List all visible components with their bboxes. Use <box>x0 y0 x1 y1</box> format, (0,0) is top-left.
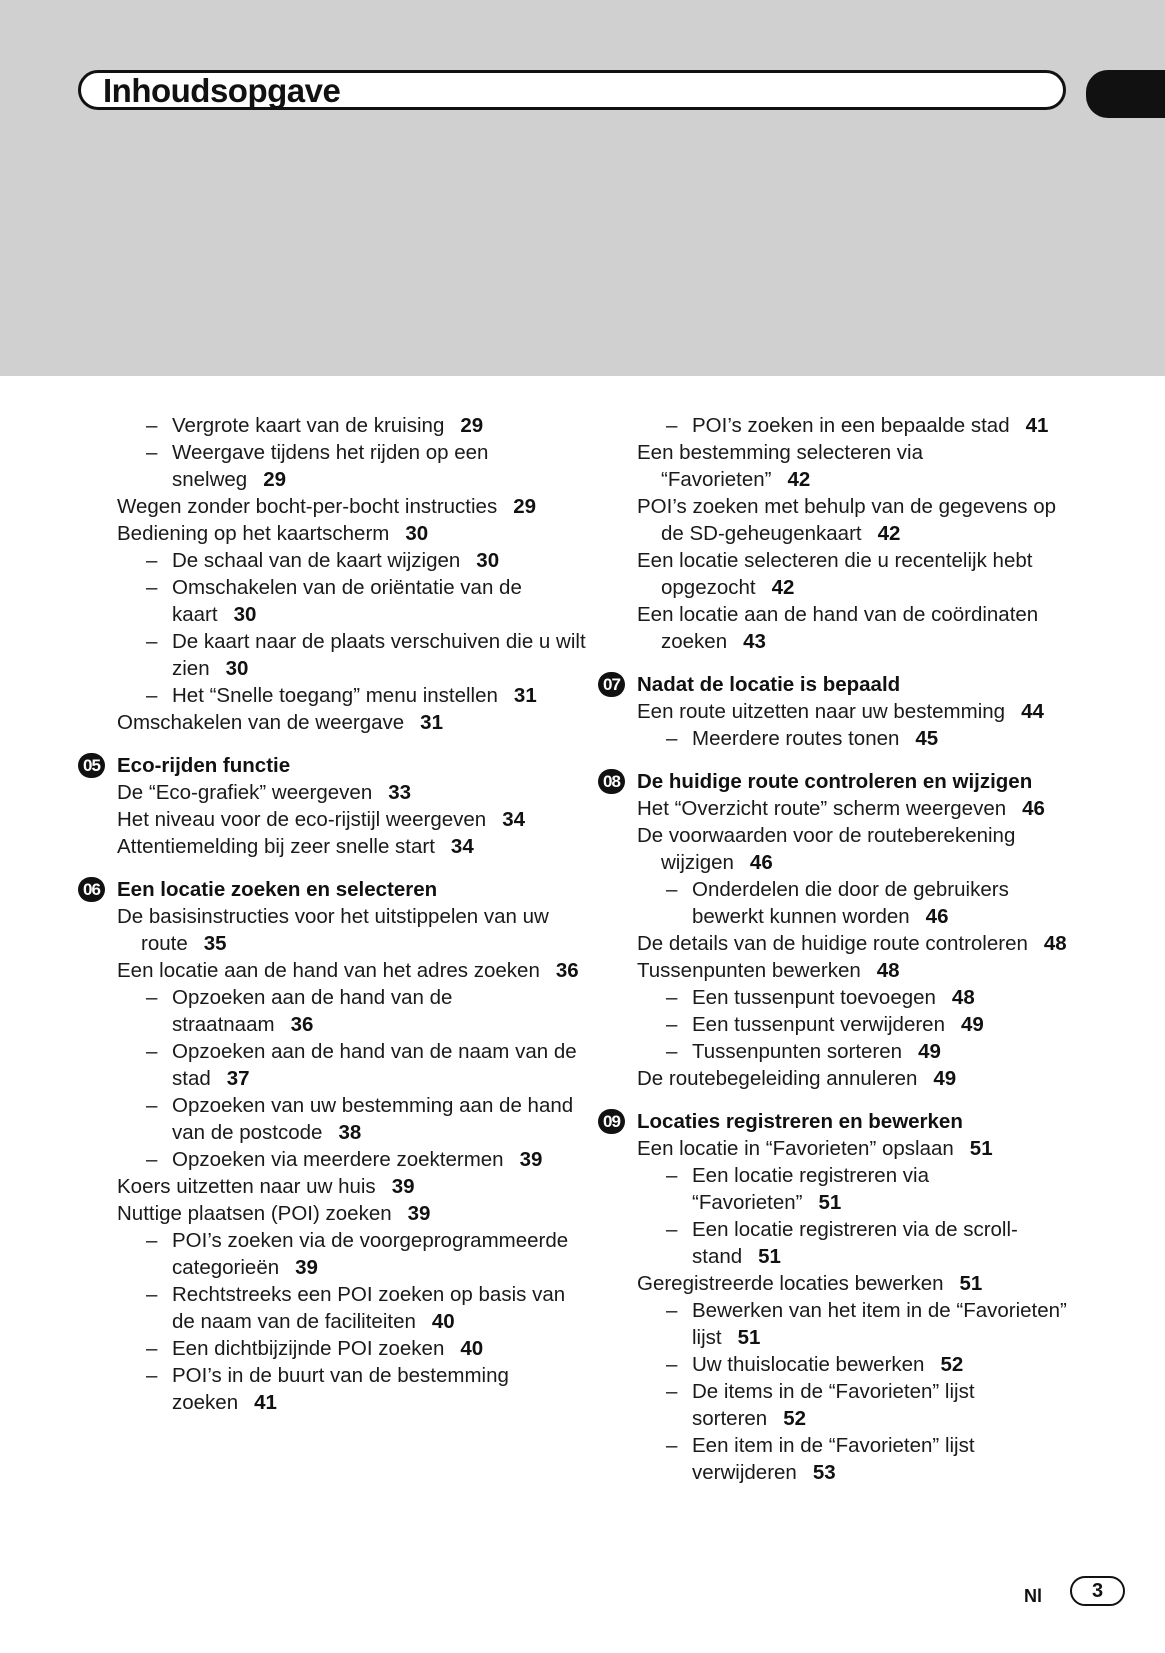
toc-entry[interactable] <box>117 1335 587 1362</box>
section-number-badge: 08 <box>598 769 625 794</box>
entry-text: Onderdelen die door de gebruikers bewerkt kunnen worden <box>692 878 1009 928</box>
dash-bullet: – <box>146 1283 158 1306</box>
toc-entry[interactable] <box>117 628 587 682</box>
entry-text: Koers uitzetten naar uw huis <box>117 1175 376 1198</box>
toc-entry[interactable] <box>637 493 1077 547</box>
dash-bullet: – <box>666 1353 678 1376</box>
entry-text: Rechtstreeks een POI zoeken op basis van de naam van de faciliteiten <box>172 1283 566 1333</box>
entry-text: Meerdere routes tonen <box>692 727 900 750</box>
toc-entry[interactable] <box>637 601 1077 655</box>
toc-entry[interactable] <box>117 1227 587 1281</box>
chapter-tab <box>1086 70 1165 118</box>
entry-page-number: 49 <box>961 1013 984 1036</box>
toc-left-column <box>83 412 587 1416</box>
entry-page-number: 53 <box>812 1461 836 1484</box>
entry-text: Nuttige plaatsen (POI) zoeken <box>117 1202 392 1225</box>
entry-page-number: 36 <box>555 959 579 982</box>
entry-text: Een locatie in “Favorieten” opslaan <box>637 1137 954 1160</box>
entry-text: Het niveau voor de eco-rijstijl weergeven <box>117 808 487 831</box>
entry-text: Uw thuislocatie bewerken <box>692 1353 925 1376</box>
entry-text: Een tussenpunt toevoegen <box>692 986 936 1009</box>
toc-entry[interactable] <box>637 439 1077 493</box>
dash-bullet: – <box>666 1040 678 1063</box>
dash-bullet: – <box>666 1380 678 1403</box>
entry-page-number: 36 <box>290 1013 314 1036</box>
dash-bullet: – <box>666 1218 678 1241</box>
dash-bullet: – <box>146 630 158 653</box>
entry-text: Attentiemelding bij zeer snelle start <box>117 835 435 858</box>
entry-text: Wegen zonder bocht-per-bocht instructies <box>117 495 498 518</box>
entry-page-number: 41 <box>1025 414 1049 437</box>
entry-page-number: 29 <box>263 468 287 491</box>
toc-entry[interactable] <box>117 709 587 736</box>
entry-text: Opzoeken van uw bestemming aan de hand van de postcode <box>172 1094 574 1144</box>
entry-text: Een locatie registreren via de scroll-stand <box>692 1218 1018 1268</box>
toc-entry[interactable] <box>637 1216 1077 1270</box>
entry-page-number: 33 <box>388 781 412 804</box>
dash-bullet: – <box>146 414 158 437</box>
entry-text: Geregistreerde locaties bewerken <box>637 1272 944 1295</box>
entry-page-number: 40 <box>431 1310 455 1333</box>
toc-entry[interactable] <box>637 1038 1077 1065</box>
entry-page-number: 41 <box>254 1391 277 1414</box>
section-title: Locaties registreren en bewerken <box>637 1110 963 1133</box>
toc-entry[interactable] <box>637 984 1077 1011</box>
header-banner <box>0 0 1165 376</box>
entry-page-number: 40 <box>460 1337 484 1360</box>
entry-page-number: 49 <box>933 1067 957 1090</box>
entry-text: De routebegeleiding annuleren <box>637 1067 918 1090</box>
entry-text: Opzoeken aan de hand van de straatnaam <box>172 986 453 1036</box>
entry-text: Weergave tijdens het rijden op een snelweg <box>172 441 489 491</box>
entry-page-number: 34 <box>450 835 474 858</box>
entry-text: De “Eco-grafiek” weergeven <box>117 781 373 804</box>
entry-page-number: 30 <box>405 522 429 545</box>
entry-text: POI’s zoeken via de voorgeprogrammeerde categorieën <box>172 1229 569 1279</box>
toc-entry[interactable] <box>637 412 1077 439</box>
entry-text: De details van de huidige route controleren <box>637 932 1028 955</box>
section-number-badge: 06 <box>78 877 105 902</box>
section-heading <box>603 671 1077 698</box>
entry-text: Een item in de “Favorieten” lijst verwijderen <box>692 1434 975 1484</box>
toc-entry[interactable] <box>117 1173 587 1200</box>
section-title: Nadat de locatie is bepaald <box>637 673 901 696</box>
dash-bullet: – <box>146 684 158 707</box>
entry-text: Vergrote kaart van de kruising <box>172 414 445 437</box>
toc-entry[interactable] <box>117 682 587 709</box>
entry-text: De schaal van de kaart wijzigen <box>172 549 461 572</box>
toc-entry[interactable] <box>637 1297 1077 1351</box>
section-heading <box>83 876 587 903</box>
entry-page-number: 44 <box>1021 700 1044 723</box>
entry-page-number: 52 <box>940 1353 964 1376</box>
entry-page-number: 42 <box>787 468 811 491</box>
entry-page-number: 51 <box>959 1272 983 1295</box>
entry-text: Een tussenpunt verwijderen <box>692 1013 945 1036</box>
section-number-badge: 07 <box>598 672 625 697</box>
section-title: Een locatie zoeken en selecteren <box>117 878 438 901</box>
entry-text: Opzoeken via meerdere zoektermen <box>172 1148 504 1171</box>
dash-bullet: – <box>146 549 158 572</box>
entry-text: Het “Overzicht route” scherm weergeven <box>637 797 1007 820</box>
entry-text: POI’s zoeken met behulp van de gegevens op de SD-geheugenkaart <box>637 495 1057 545</box>
dash-bullet: – <box>146 1094 158 1117</box>
entry-text: Een locatie aan de hand van de coördinaten zoeken <box>637 603 1039 653</box>
entry-page-number: 46 <box>1022 797 1045 820</box>
entry-page-number: 30 <box>476 549 500 572</box>
entry-text: POI’s in de buurt van de bestemming zoeken <box>172 1364 509 1414</box>
toc-entry[interactable] <box>117 574 587 628</box>
toc-entry[interactable] <box>117 1146 587 1173</box>
page-title: Inhoudsopgave <box>103 72 341 109</box>
entry-text: Een route uitzetten naar uw bestemming <box>637 700 1006 723</box>
dash-bullet: – <box>666 414 678 437</box>
dash-bullet: – <box>146 441 158 464</box>
toc-entry[interactable] <box>117 439 587 493</box>
toc-entry[interactable] <box>637 957 1077 984</box>
toc-entry[interactable] <box>637 1432 1077 1486</box>
language-code: Nl <box>1024 1586 1042 1606</box>
entry-text: Opzoeken aan de hand van de naam van de stad <box>172 1040 577 1090</box>
dash-bullet: – <box>666 1299 678 1322</box>
entry-text: Omschakelen van de oriëntatie van de kaart <box>172 576 522 626</box>
entry-page-number: 51 <box>758 1245 781 1268</box>
dash-bullet: – <box>146 1337 158 1360</box>
toc-entry[interactable] <box>637 698 1077 725</box>
entry-page-number: 43 <box>743 630 766 653</box>
dash-bullet: – <box>146 1148 158 1171</box>
entry-page-number: 49 <box>918 1040 941 1063</box>
entry-page-number: 46 <box>925 905 949 928</box>
toc-entry[interactable] <box>117 779 587 806</box>
toc-entry[interactable] <box>117 1038 587 1092</box>
entry-page-number: 46 <box>749 851 773 874</box>
dash-bullet: – <box>146 1364 158 1387</box>
section-title: De huidige route controleren en wijzigen <box>637 770 1033 793</box>
entry-page-number: 52 <box>783 1407 807 1430</box>
entry-text: Tussenpunten sorteren <box>692 1040 903 1063</box>
section-number-badge: 05 <box>78 753 105 778</box>
toc-entry[interactable] <box>637 1011 1077 1038</box>
section-heading <box>603 768 1077 795</box>
entry-text: De basisinstructies voor het uitstippelen van uw route <box>117 905 549 955</box>
toc-entry[interactable] <box>117 984 587 1038</box>
dash-bullet: – <box>666 878 678 901</box>
entry-page-number: 42 <box>771 576 795 599</box>
entry-text: De kaart naar de plaats verschuiven die u wilt zien <box>172 630 586 680</box>
entry-page-number: 39 <box>391 1175 415 1198</box>
dash-bullet: – <box>666 1164 678 1187</box>
dash-bullet: – <box>666 1434 678 1457</box>
dash-bullet: – <box>666 727 678 750</box>
entry-text: Het “Snelle toegang” menu instellen <box>172 684 498 707</box>
entry-text: Een dichtbijzijnde POI zoeken <box>172 1337 445 1360</box>
toc-entry[interactable] <box>117 520 587 547</box>
toc-entry[interactable] <box>117 833 587 860</box>
entry-text: Een bestemming selecteren via “Favorieten” <box>637 441 924 491</box>
section-title: Eco-rijden functie <box>117 754 291 777</box>
entry-page-number: 39 <box>407 1202 431 1225</box>
toc-entry[interactable] <box>637 1270 1077 1297</box>
entry-page-number: 51 <box>818 1191 842 1214</box>
entry-text: POI’s zoeken in een bepaalde stad <box>692 414 1010 437</box>
toc-entry[interactable] <box>637 547 1077 601</box>
toc-right-column <box>603 412 1077 1486</box>
entry-page-number: 48 <box>1043 932 1067 955</box>
section-number-badge: 09 <box>598 1109 625 1134</box>
entry-text: Tussenpunten bewerken <box>637 959 861 982</box>
toc-entry[interactable] <box>117 1200 587 1227</box>
toc-entry[interactable] <box>117 1092 587 1146</box>
entry-page-number: 29 <box>513 495 537 518</box>
entry-text: De voorwaarden voor de routeberekening wijzigen <box>637 824 1016 874</box>
toc-entry[interactable] <box>117 412 587 439</box>
entry-page-number: 48 <box>876 959 900 982</box>
entry-text: De items in de “Favorieten” lijst sorteren <box>692 1380 975 1430</box>
entry-page-number: 42 <box>877 522 901 545</box>
toc-entry[interactable] <box>637 1162 1077 1216</box>
entry-page-number: 45 <box>915 727 939 750</box>
toc-entry[interactable] <box>637 725 1077 752</box>
entry-page-number: 29 <box>460 414 484 437</box>
toc-entry[interactable] <box>117 493 587 520</box>
dash-bullet: – <box>146 576 158 599</box>
entry-text: Bewerken van het item in de “Favorieten” lijst <box>692 1299 1067 1349</box>
dash-bullet: – <box>146 1040 158 1063</box>
toc-entry[interactable] <box>117 903 587 957</box>
entry-page-number: 31 <box>513 684 537 707</box>
entry-page-number: 51 <box>969 1137 993 1160</box>
entry-page-number: 30 <box>233 603 257 626</box>
dash-bullet: – <box>146 1229 158 1252</box>
toc-entry[interactable] <box>117 1281 587 1335</box>
section-heading <box>603 1108 1077 1135</box>
section-heading <box>83 752 587 779</box>
entry-page-number: 38 <box>338 1121 362 1144</box>
toc-entry[interactable] <box>637 1135 1077 1162</box>
entry-text: Een locatie selecteren die u recentelijk hebt opgezocht <box>637 549 1033 599</box>
toc-entry[interactable] <box>117 1362 587 1416</box>
entry-page-number: 39 <box>295 1256 318 1279</box>
toc-entry[interactable] <box>637 1065 1077 1092</box>
toc-entry[interactable] <box>637 876 1077 930</box>
entry-text: Omschakelen van de weergave <box>117 711 405 734</box>
toc-entry[interactable] <box>117 957 587 984</box>
toc-entry[interactable] <box>637 930 1077 957</box>
entry-page-number: 31 <box>420 711 443 734</box>
toc-entry[interactable] <box>117 547 587 574</box>
entry-page-number: 34 <box>502 808 525 831</box>
entry-page-number: 30 <box>225 657 249 680</box>
entry-page-number: 51 <box>737 1326 761 1349</box>
toc-entry[interactable] <box>637 822 1077 876</box>
page-number: 3 <box>1070 1576 1125 1606</box>
title-frame <box>78 70 1066 110</box>
dash-bullet: – <box>666 1013 678 1036</box>
entry-text: Bediening op het kaartscherm <box>117 522 390 545</box>
entry-page-number: 37 <box>226 1067 250 1090</box>
toc-entry[interactable] <box>637 1378 1077 1432</box>
entry-page-number: 39 <box>519 1148 543 1171</box>
dash-bullet: – <box>666 986 678 1009</box>
entry-text: Een locatie registreren via “Favorieten” <box>692 1164 930 1214</box>
toc-entry[interactable] <box>637 1351 1077 1378</box>
toc-entry[interactable] <box>117 806 587 833</box>
toc-entry[interactable] <box>637 795 1077 822</box>
entry-page-number: 48 <box>951 986 975 1009</box>
dash-bullet: – <box>146 986 158 1009</box>
entry-page-number: 35 <box>203 932 227 955</box>
entry-text: Een locatie aan de hand van het adres zoeken <box>117 959 540 982</box>
